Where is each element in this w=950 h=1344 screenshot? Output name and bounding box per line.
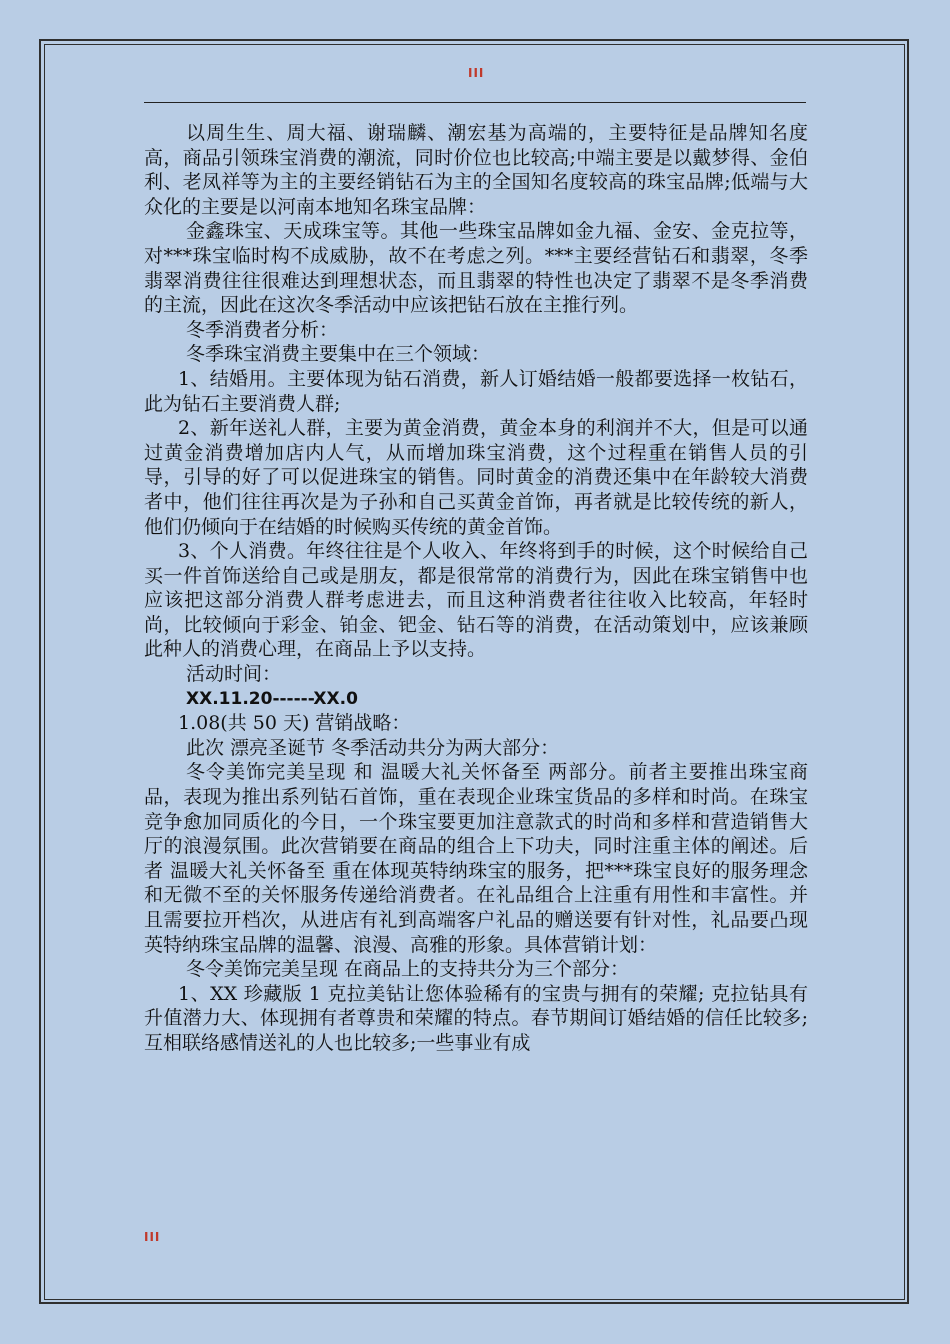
paragraph-strategy-detail: 冬令美饰完美呈现 和 温暖大礼关怀备至 两部分。前者主要推出珠宝商品，表现为推出系列钻石首饰，重在表现企业珠宝货品的多样和时尚。在珠宝竞争愈加同质化的今日，一个珠宝要更加注意款式的时尚和多样和营造销售大厅的浪漫氛围。此次营销要在商品的组合上下功夫，同时注重主体的阐述。后者 温暖大礼关怀备至 重在体现英特纳珠宝的服务，把***珠宝良好的服务理念和无微不至的关怀服务传递给消费者。在礼品组合上注重有用性和丰富性。并且需要拉开档次，从进店有礼到高端客户礼品的赠送要有针对性，礼品要凸现英特纳珠宝品牌的温馨、浪漫、高雅的形象。具体营销计划： xyxy=(144,761,808,956)
paragraph-three-areas: 冬季珠宝消费主要集中在三个领域： xyxy=(186,343,491,366)
paragraph-two-parts: 此次 漂亮圣诞节 冬季活动共分为两大部分： xyxy=(186,736,560,759)
header-page-mark: III xyxy=(468,66,485,80)
paragraph-carat-diamond: 1、XX 珍藏版 1 克拉美钻让您体验稀有的宝贵与拥有的荣耀; 克拉钻具有升值潜力大、体现拥有者尊贵和荣耀的特点。春节期间订婚结婚的信任比较多;互相联络感情送礼的人也比较多;一些事业有成 xyxy=(144,982,808,1054)
activity-duration-strategy: 1.08(共 50 天) 营销战略： xyxy=(178,712,411,735)
footer-page-mark: III xyxy=(144,1230,161,1244)
heading-consumer-analysis: 冬季消费者分析： xyxy=(186,318,339,341)
paragraph-brand-examples: 金鑫珠宝、天成珠宝等。其他一些珠宝品牌如金九福、金安、金克拉等，对***珠宝临时构不成威胁，故不在考虑之列。***主要经营钻石和翡翠，冬季翡翠消费往往很难达到理想状态，而且翡翠的特性也决定了翡翠不是冬季消费的主流，因此在这次冬季活动中应该把钻石放在主推行列。 xyxy=(144,220,808,317)
paragraph-brand-tiers: 以周生生、周大福、谢瑞麟、潮宏基为高端的，主要特征是品牌知名度高，商品引领珠宝消费的潮流，同时价位也比较高;中端主要是以戴梦得、金伯利、老凤祥等为主的主要经销钻石为主的全国知名度较高的珠宝品牌;低端与大众化的主要是以河南本地知名珠宝品牌： xyxy=(144,122,808,218)
paragraph-product-support: 冬令美饰完美呈现 在商品上的支持共分为三个部分： xyxy=(186,958,630,981)
paragraph-new-year-gifts: 2、新年送礼人群，主要为黄金消费，黄金本身的利润并不大，但是可以通过黄金消费增加店内人气，从而增加珠宝消费，这个过程重在销售人员的引导，引导的好了可以促进珠宝的销售。同时黄金的消费还集中在年龄较大消费者中，他们往往再次是为子孙和自己买黄金首饰，再者就是比较传统的新人，他们仍倾向于在结婚的时候购买传统的黄金首饰。 xyxy=(144,417,808,538)
paragraph-personal: 3、个人消费。年终往往是个人收入、年终将到手的时候，这个时候给自己买一件首饰送给自己或是朋友，都是很常常的消费行为，因此在珠宝销售中也应该把这部分消费人群考虑进去，而且这种消费者往往收入比较高，年轻时尚，比较倾向于彩金、铂金、钯金、钻石等的消费，在活动策划中，应该兼顾此种人的消费心理，在商品上予以支持。 xyxy=(144,540,808,661)
heading-activity-time: 活动时间： xyxy=(186,663,282,686)
activity-date-range: XX.11.20------XX.0 xyxy=(186,688,358,709)
paragraph-wedding: 1、结婚用。主要体现为钻石消费，新人订婚结婚一般都要选择一枚钻石，此为钻石主要消费人群; xyxy=(144,367,808,415)
document-body xyxy=(144,121,808,1056)
header-rule xyxy=(144,102,806,103)
